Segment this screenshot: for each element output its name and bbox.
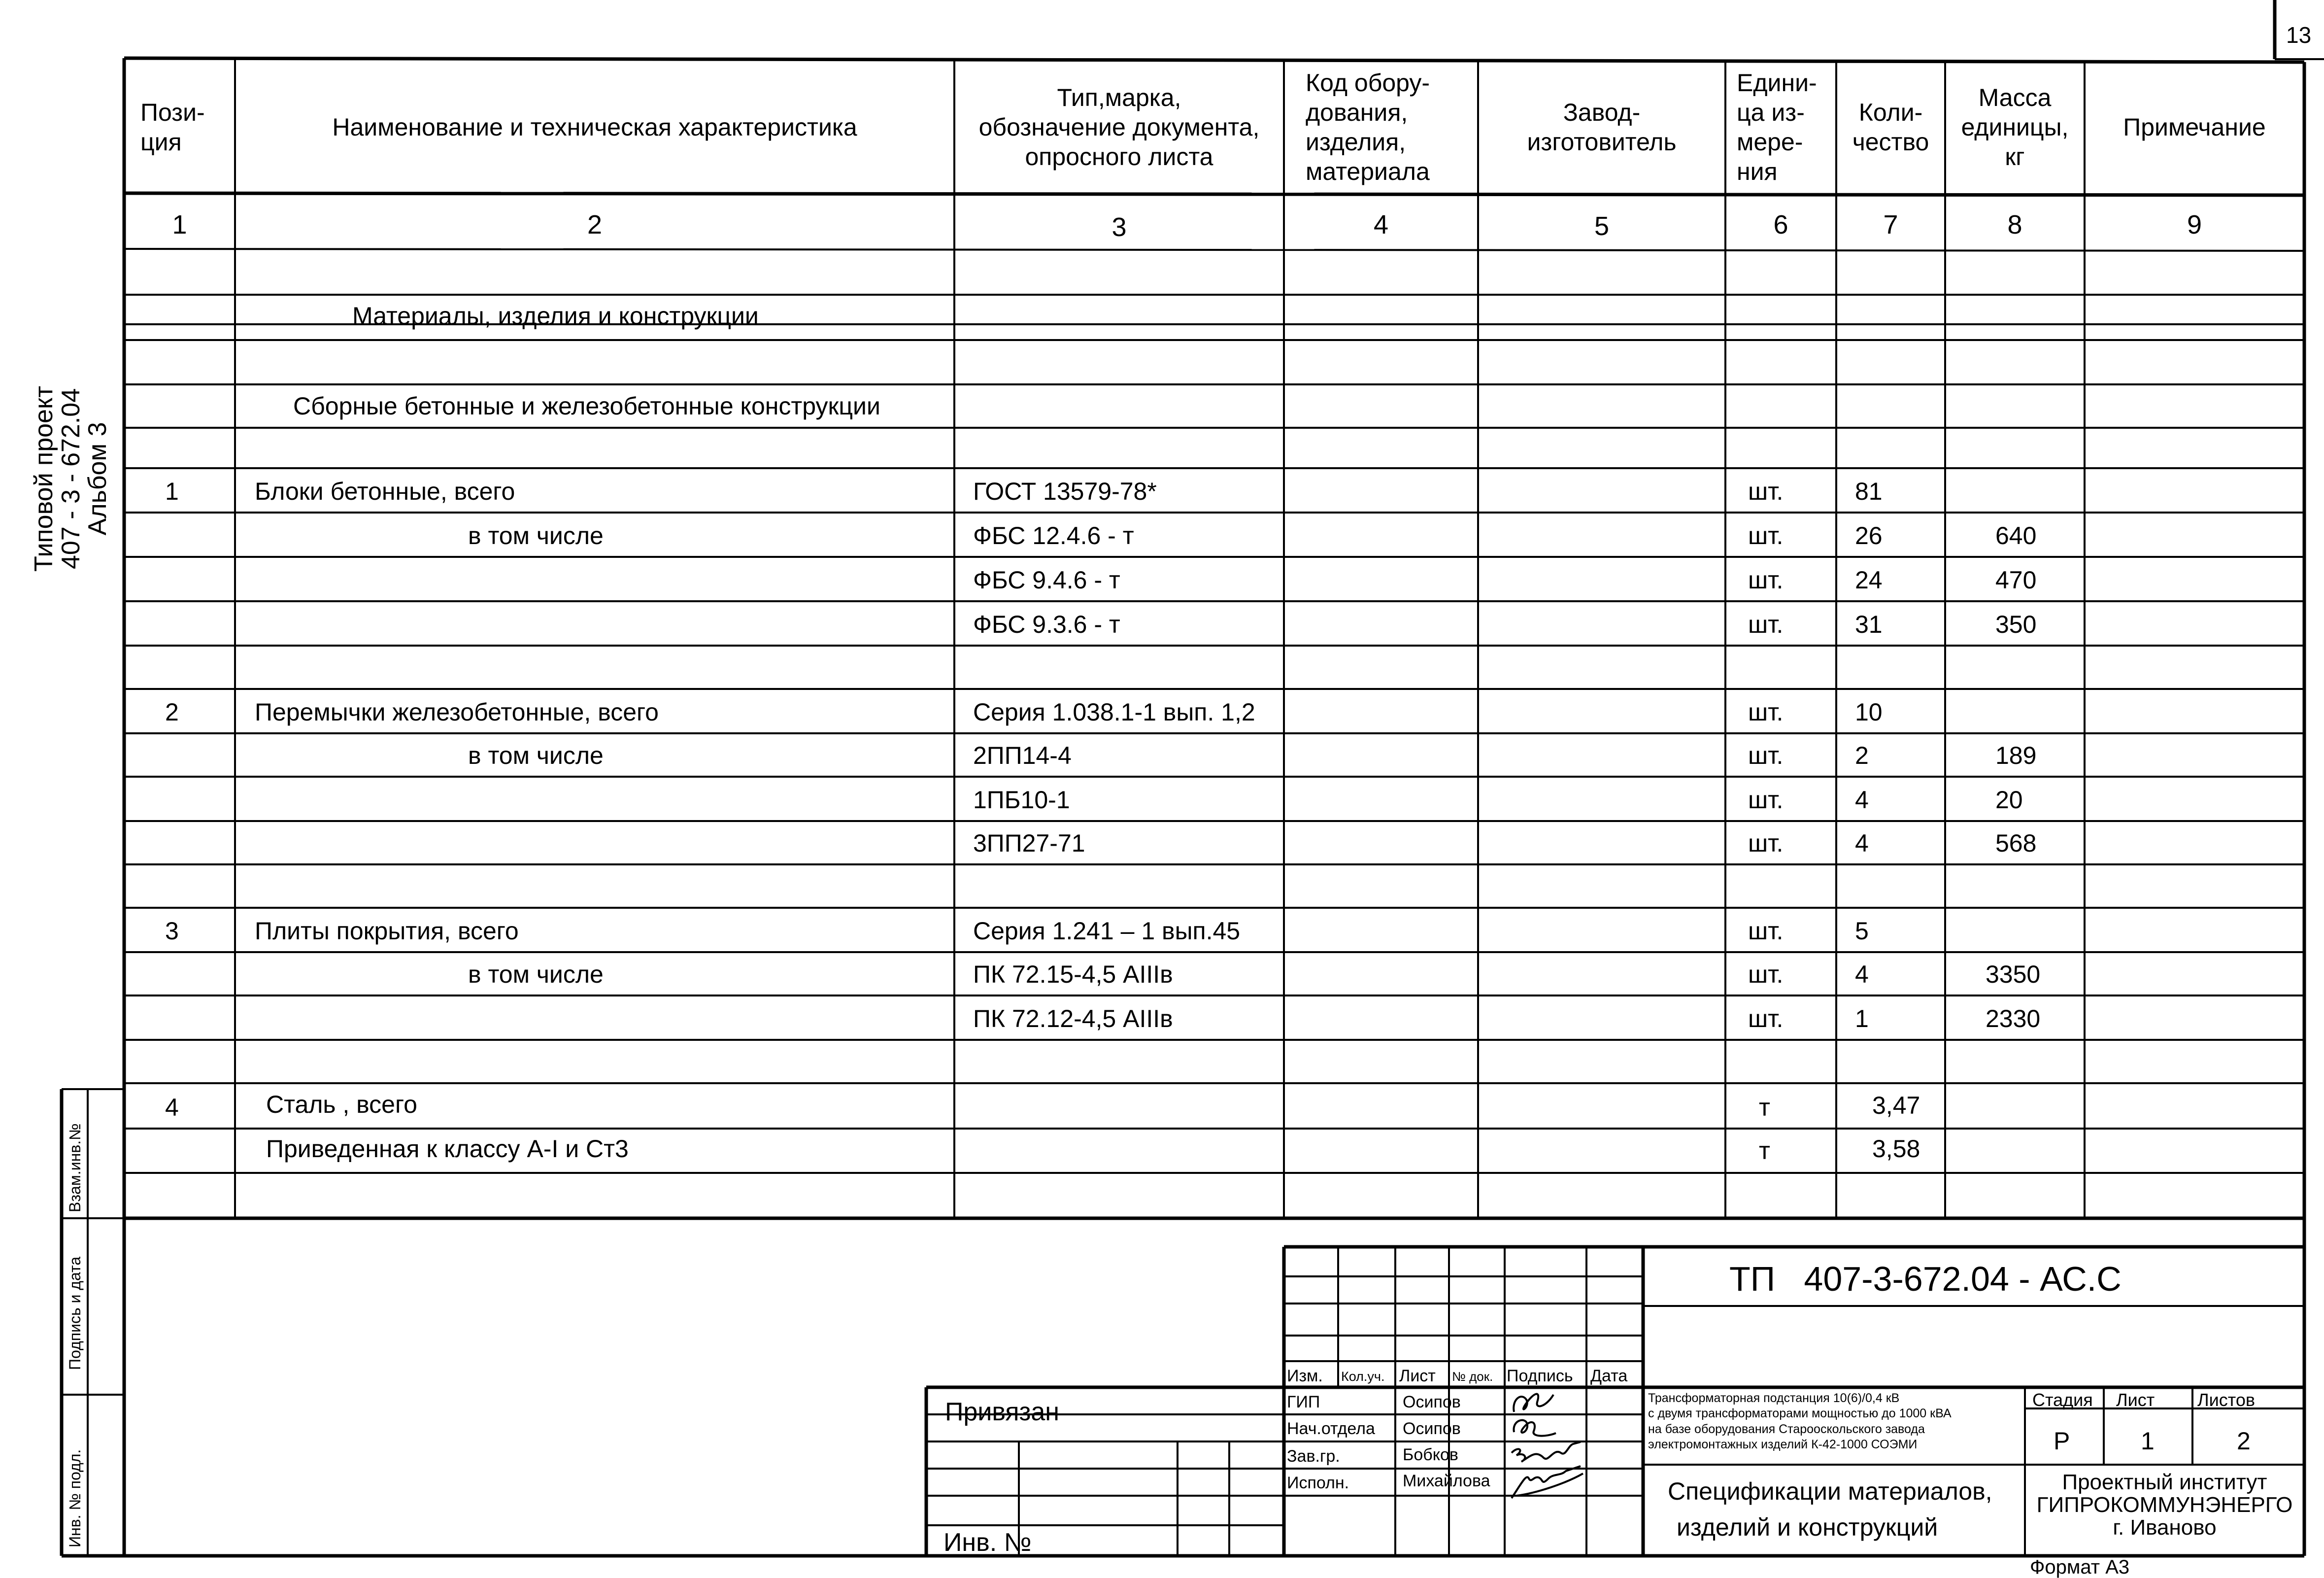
tb-head-data: Дата (1590, 1367, 1628, 1385)
tb-name-1: Осипов (1403, 1393, 1461, 1411)
row-quantity: 3,47 (1872, 1092, 1920, 1119)
header-name: Наименование и техническая характеристика (332, 113, 857, 141)
col-number-2: 2 (587, 210, 603, 240)
row-position: 2 (165, 698, 179, 726)
sheets-label: Листов (2197, 1390, 2255, 1410)
org-line-1: Проектный институт (2062, 1470, 2267, 1494)
org-line-3: г. Иваново (2113, 1515, 2217, 1540)
row-position: 3 (165, 917, 179, 945)
format-label: Формат А3 (2030, 1556, 2130, 1578)
desc-line-3: на базе оборудования Старооскольского завода (1648, 1422, 1925, 1436)
col-number-8: 8 (2007, 210, 2022, 240)
row-unit: шт. (1748, 742, 1784, 769)
header-type: Тип,марка, обозначение документа, опросного листа (978, 83, 1260, 171)
col-number-6: 6 (1773, 210, 1788, 240)
tb-head-podpis: Подпись (1507, 1367, 1573, 1385)
section-title-materials: Материалы, изделия и конструкции (352, 302, 759, 330)
privyazan-label: Привязан (945, 1398, 1060, 1426)
row-type: ФБС 9.3.6 - т (973, 611, 1120, 638)
sheets-value: 2 (2237, 1427, 2251, 1455)
row-quantity: 10 (1855, 698, 1883, 726)
row-mass: 470 (1995, 566, 2037, 594)
drawing-title (1668, 1474, 1992, 1545)
row-type: ФБС 9.4.6 - т (973, 566, 1120, 594)
row-name: Блоки бетонные, всего (255, 478, 515, 505)
row-unit: шт. (1748, 611, 1784, 638)
row-unit: шт. (1748, 522, 1784, 549)
row-quantity: 31 (1855, 611, 1883, 638)
col-number-9: 9 (2187, 210, 2202, 240)
tb-head-izm: Изм. (1287, 1367, 1323, 1385)
doc-code: ТП 407-3-672.04 - АС.С (1729, 1260, 2122, 1298)
tb-role-nach-otd: Нач.отдела (1287, 1419, 1375, 1438)
row-quantity: 1 (1855, 1005, 1869, 1032)
project-description (1648, 1391, 1952, 1452)
col-number-7: 7 (1883, 210, 1898, 240)
row-mass: 3350 (1986, 961, 2041, 988)
tb-name-4: Михайлова (1403, 1472, 1490, 1490)
col-number-3: 3 (1111, 212, 1127, 242)
row-unit: шт. (1748, 1005, 1784, 1032)
header-unit: Едини- ца из- мере- ния (1737, 69, 1817, 185)
row-name: в том числе (468, 522, 604, 549)
row-unit: т (1759, 1094, 1770, 1121)
row-mass: 640 (1995, 522, 2037, 549)
tb-role-gip: ГИП (1287, 1393, 1320, 1411)
inv-no-label: Инв. № (943, 1528, 1032, 1557)
col-number-5: 5 (1594, 211, 1610, 241)
stage-value: Р (2054, 1427, 2070, 1455)
row-mass: 189 (1995, 742, 2037, 769)
header-position: Пози- ция (140, 98, 205, 156)
row-unit: шт. (1748, 786, 1784, 814)
page-number: 13 (2286, 22, 2312, 48)
strip-vzam-inv: Взам.инв.№ (66, 1123, 84, 1212)
tb-name-3: Бобков (1403, 1445, 1458, 1464)
row-type: ПК 72.12-4,5 АIIIв (973, 1005, 1173, 1032)
org-line-2: ГИПРОКОММУНЭНЕРГО (2036, 1493, 2293, 1517)
row-name: Плиты покрытия, всего (255, 917, 519, 945)
row-position: 1 (165, 478, 179, 505)
side-stamp-line-2: 407 - 3 - 672.04 (56, 388, 85, 570)
row-name: в том числе (468, 961, 604, 988)
col-number-1: 1 (172, 210, 187, 240)
row-name: Приведенная к классу А-I и Ст3 (266, 1135, 629, 1163)
row-type: ФБС 12.4.6 - т (973, 522, 1134, 549)
row-quantity: 5 (1855, 917, 1869, 945)
tb-head-list: Лист (1399, 1367, 1436, 1385)
row-unit: шт. (1748, 829, 1784, 857)
row-quantity: 81 (1855, 478, 1883, 505)
row-unit: т (1759, 1137, 1770, 1165)
tb-head-kol-uch: Кол.уч. (1341, 1369, 1385, 1384)
organization (2025, 1471, 2304, 1540)
row-type: ПК 72.15-4,5 АIIIв (973, 961, 1173, 988)
desc-line-1: Трансформаторная подстанция 10(6)/0,4 кВ (1648, 1391, 1900, 1405)
row-quantity: 4 (1855, 786, 1869, 814)
header-quantity: Коли- чество (1852, 98, 1929, 156)
sheet-value: 1 (2141, 1427, 2155, 1455)
row-type: Серия 1.038.1-1 вып. 1,2 (973, 698, 1255, 726)
drawing-title-line-1: Спецификации материалов, (1668, 1477, 1992, 1505)
row-mass: 350 (1995, 611, 2037, 638)
tb-role-zav-gr: Зав.гр. (1287, 1447, 1340, 1466)
side-stamp-line-3: Альбом 3 (83, 422, 112, 536)
tb-name-2: Осипов (1403, 1419, 1461, 1438)
row-mass: 568 (1995, 829, 2037, 857)
row-name: Перемычки железобетонные, всего (255, 698, 659, 726)
side-stamp (31, 386, 111, 572)
row-unit: шт. (1748, 961, 1784, 988)
row-quantity: 3,58 (1872, 1135, 1920, 1163)
row-mass: 2330 (1986, 1005, 2041, 1032)
desc-line-2: с двумя трансформаторами мощностью до 1000 кВА (1648, 1406, 1952, 1421)
strip-inv-podl: Инв. № подл. (66, 1449, 84, 1547)
row-type: 1ПБ10-1 (973, 786, 1070, 814)
row-mass: 20 (1995, 786, 2023, 814)
row-unit: шт. (1748, 478, 1784, 505)
sheet-label: Лист (2116, 1390, 2155, 1410)
section-title-concrete: Сборные бетонные и железобетонные конструкции (293, 392, 880, 420)
row-quantity: 26 (1855, 522, 1883, 549)
row-position: 4 (165, 1094, 179, 1121)
signature-2 (1507, 1412, 1588, 1442)
row-unit: шт. (1748, 566, 1784, 594)
header-manufacturer: Завод- изготовитель (1527, 98, 1677, 156)
row-quantity: 24 (1855, 566, 1883, 594)
row-type: Серия 1.241 – 1 вып.45 (973, 917, 1241, 945)
row-quantity: 2 (1855, 742, 1869, 769)
col-number-4: 4 (1373, 210, 1389, 240)
header-mass: Масса единицы, кг (1961, 83, 2069, 171)
row-type: ГОСТ 13579-78* (973, 478, 1157, 505)
row-name: в том числе (468, 742, 604, 769)
header-note: Примечание (2123, 113, 2266, 141)
signature-4 (1507, 1464, 1588, 1503)
tb-role-ispoln: Исполн. (1287, 1474, 1349, 1492)
strip-podpis-data: Подпись и дата (66, 1256, 84, 1370)
row-quantity: 4 (1855, 961, 1869, 988)
row-name: Сталь , всего (266, 1091, 417, 1118)
side-stamp-line-1: Типовой проект (30, 385, 58, 572)
row-type: 3ПП27-71 (973, 829, 1085, 857)
row-quantity: 4 (1855, 829, 1869, 857)
row-unit: шт. (1748, 917, 1784, 945)
desc-line-4: электромонтажных изделий К-42-1000 СОЭМИ (1648, 1437, 1918, 1451)
header-code: Код обору- дования, изделия, материала (1306, 69, 1430, 185)
tb-head-doc: № док. (1452, 1369, 1493, 1384)
row-type: 2ПП14-4 (973, 742, 1072, 769)
drawing-title-line-2: изделий и конструкций (1677, 1513, 1938, 1541)
stage-label: Стадия (2032, 1390, 2093, 1410)
row-unit: шт. (1748, 698, 1784, 726)
